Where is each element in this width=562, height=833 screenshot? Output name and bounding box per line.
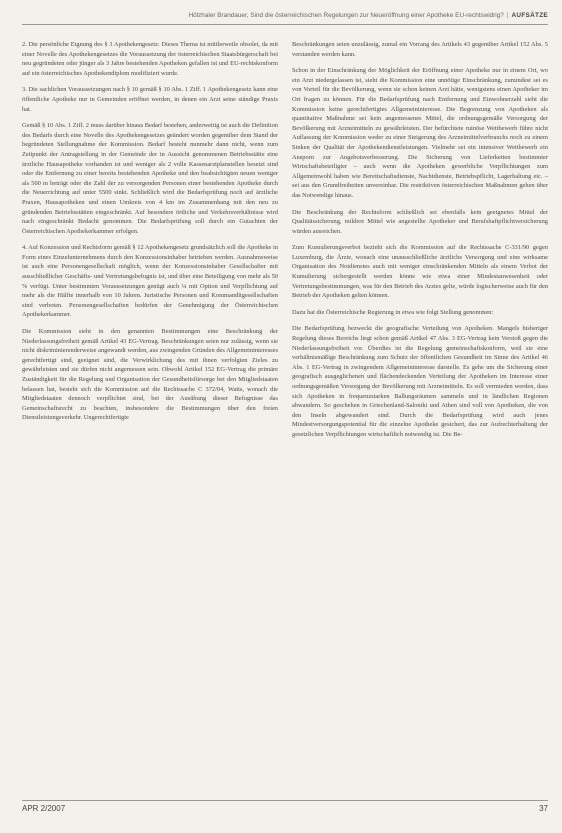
page-header	[22, 8, 548, 25]
paragraph: Beschränkungen seien unzulässig, zumal ein Vorrang des Artikels 43 gegenüber Artikel 152 Abs. 5 verstanden werden kann.	[292, 41, 548, 58]
paragraph: Zum Kumulierungsverbot bezieht sich die Kommission auf die Rechtssache C-331/90 gegen Luxemburg, die Ärzte, wonach eine unausschließliche ärztliche Versorgung und eine wirksame Organisation des Notdienstes auch mit weniger einschränkenden Mitteln als einem Verbot der Kumulierung sichergestellt werden könne wie etwa einer Mindestanwesenheit oder Vertretungsbestimmungen, was für den Betrieb des Arztes gelte, würde logischerweise auch für den Betrieb der Apotheken gelten können.	[292, 244, 548, 300]
left-column	[22, 40, 278, 785]
paragraph: Gemäß § 10 Abs. 1 Ziff. 2 muss darüber hinaus Bedarf bestehen, anderweitig ist auch die Definition des Bedarfs durch eine Novelle des Apothekengesetzes geändert worden gegenüber dem Stand der begründeten Stellungnahme der Kommission. Bedarf besteht nunmehr dann nicht, wenn zum Zeitpunkt der Antragstellung in der Gemeinde der in Aussicht genommenen Betriebsstätte eine ärztliche Hausapotheke vorhanden ist und weniger als 2 volle Kassenarztplanstellen besetzt sind oder die Entfernung zu einer bereits bestehenden Apotheke und den beabsichtigten neuen weniger als 500 m beträgt oder die Zahl der zu versorgenden Personen einer bestehenden Apotheke durch die Neuerrichtung auf unter 5500 sinkt. Schließlich wird die Bedarfsprüfung noch auf ärztliche Praxen, Hausapotheken und einen Umkreis von 4 km im Zusammenhang mit den neu zu gründenden Betriebsstätten eingeschränkt. Auf besondere örtliche und Verkehrsverhältnisse wird nach eingeschränkt Bedacht genommen. Die Bedarfsprüfung soll durch ein Gutachten der Österreichischen Apothekerkammer erfolgen.	[22, 122, 278, 235]
paragraph: Dazu hat die Österreichische Regierung in etwa wie folgt Stellung genommen:	[292, 308, 494, 316]
section-label: AUFSÄTZE	[511, 12, 548, 19]
paragraph: 2. Die persönliche Eignung des § 3 Apothekengesetz: Dieses Thema ist mittlerweile obsolet, da mit einer Novelle des Apothekengesetzes die Voraussetzung der österreichischen Staatsbürgerschaft bei neu gegründeten oder jünger als 3 Jahre bestehenden Apotheken gefallen ist und EU-rechtskonform auf ein österreichisches Apothekendiplom modifiziert wurde.	[22, 41, 278, 77]
paragraph: Die Kommission sieht in den genannten Bestimmungen eine Beschränkung der Niederlassungsfreiheit gemäß Artikel 43 EG-Vertrag. Beschränkungen seien nur zulässig, wenn sie nicht diskriminierenderweise angewandt werden, aus zwingenden Gründen des Allgemeininteresses gerechtfertigt sind, geeignet sind, die Verwirklichung des mit ihnen verfolgten Zieles zu gewährleisten und sie dürfen nicht angemessen sein. Obwohl Artikel 152 EG-Vertrag die primäre Zuständigkeit für die Regelung und Organisation der Gesundheitsfürsorge bei den Mitgliedstaaten belassen hat, besteht sich die Kommission auf die Rechtssache C 372/04, Watts, wonach die Mitgliedstaaten dennoch verpflichtet sind, bei der Ausübung dieser Befugnisse das Gemeinschaftsrecht zu beachten, insbesondere die Bestimmungen über den freien Dienstleistungsverkehr. Ungerechtfertigte	[22, 328, 278, 422]
right-column	[292, 40, 548, 785]
paragraph: 3. Die sachlichen Voraussetzungen nach § 10 gemäß § 10 Abs. 1 Ziff. 1 Apothekengesetz kann eine öffentliche Apotheke nur in Gemeinden eröffnet werden, in denen ein Arzt seine ständige Praxis hat.	[22, 86, 278, 113]
running-title: Hölzhaler Brandauer, Sind die österreichischen Regelungen zur Neueröffnung einer Apotheke EU-rechtswidrig?	[188, 12, 504, 19]
paragraph: Die Bedarfsprüfung bezweckt die geografische Verteilung von Apotheken. Mangels bisheriger Regelung dieses Bereichs liegt schon gemäß Artikel 47 Abs. 3 EG-Vertrag kein Verstoß gegen die Niederlassungsfreiheit vor. Überdies ist die Regelung gemeinschaftskonform, weil sie eine verhältnismäßige Beschränkung zum Schutz der öffentlichen Gesundheit im Sinne des Artikel 46 Abs. 1 EG-Vertrag in zwingendem Allgemeininteresse darstelle. Es gehe um die Sicherung einer geografisch ausgeglichenen und flächendeckenden Verteilung der Apotheken im Interesse einer ordnungsgemäßen Versorgung der Bevölkerung mit Arzneimitteln. Es soll vermieden werden, dass sich Apotheken in frequenzstarken Ballungsräumen sammeln und in ländlichen Regionen abwandern. So geschehen in Griechenland-Saloniki und Athen sind voll von Apotheken, die von den Inseln abgewandert sind. Durch die Bedarfsprüfung wird auch jenes Mindestversorgungspotential für die einzelne Apotheke gesichert, das zur Aufrechterhaltung der gesetzlichen Verpflichtungen wirtschaftlich notwendig ist. Die Be-	[292, 325, 548, 438]
journal-issue: APR 2/2007	[22, 804, 66, 813]
paragraph: 4. Auf Konzession und Rechtsform gemäß § 12 Apothekengesetz grundsätzlich soll die Apotheke in Form eines Einzelunternehmens durch den Konzessionsinhaber betrieben werden. Ausnahmsweise ist auch eine Personengesellschaft möglich, wenn der Konzessionsinhaber Gesellschafter mit ausschließlicher Geschäfts- und Vertretungsbefugnis ist, und über eine Beteiligung von mehr als 50 % verfügt. Unter bestimmten Voraussetzungen genügt auch ¼ mit Option und Verpflichtung auf mehr als die Hälfte innerhalb von 10 Jahren. Juristische Personen und Kommanditgesellschaften sind verboten. Personengesellschaften bedürfen der Genehmigung der Österreichischen Apothekerkammer.	[22, 244, 278, 319]
page-footer	[22, 800, 548, 817]
paragraph: Die Beschränkung der Rechtsform schließlich sei ebenfalls kein geeignetes Mittel der Qualitätssicherung, mildere Mittel wie angestellte Apotheker und Berufshaftpflichtversicherung würden ausreichen.	[292, 208, 548, 235]
article-body	[22, 40, 548, 785]
page-number: 37	[539, 804, 548, 813]
paragraph: Schon in der Einschränkung der Möglichkeit der Eröffnung einer Apotheke nur in einem Ort, wo ein Arzt niedergelassen ist, sieht die Kommission eine unnötige Einschränkung, zumindest sei es von Vorteil für die Bevölkerung, wenn sie schon keinen Arzt hätte, wenigstens einen Apotheker im Ort fragen zu können. Für die Bedarfsprüfung nach Entfernung und Einwohnerzahl sieht die Kommission keine gerechtfertigtes Allgemeininteresse. Die Begrenzung von Apotheken als quantitative Maßnahme sei kein angemessenes Mittel, die ordnungsgemäße Versorgung der Bevölkerung mit Arzneimitteln zu gewährleisten. Der befürchtete ruinöse Wettbewerb führe nicht Auflassung der Kommission weder zu einer Steigerung des Arzneimittelverbrauchs noch zu einem Sinken der Qualität der Apothekendienstleistungen. Vielmehr sei ein intensiver Wettbewerb ein Ansporn zur Angebotsverbesserung. Die Sicherung von Lieferketten bestimmter Wirtschaftsbeteiligter – auch wenn die Apotheken gewerbliche Verpflichtungen zum Allgemeinwohl haben wie Bereitschaftsdienste, Nachtdienste, Betriebspflicht, Lagerhaltung etc. – sei aus den Grundfreiheiten unvereinbar. Die restriktiven österreichischen Maßnahmen gehen über das Notwendige hinaus.	[292, 67, 548, 199]
header-separator: |	[506, 12, 509, 19]
